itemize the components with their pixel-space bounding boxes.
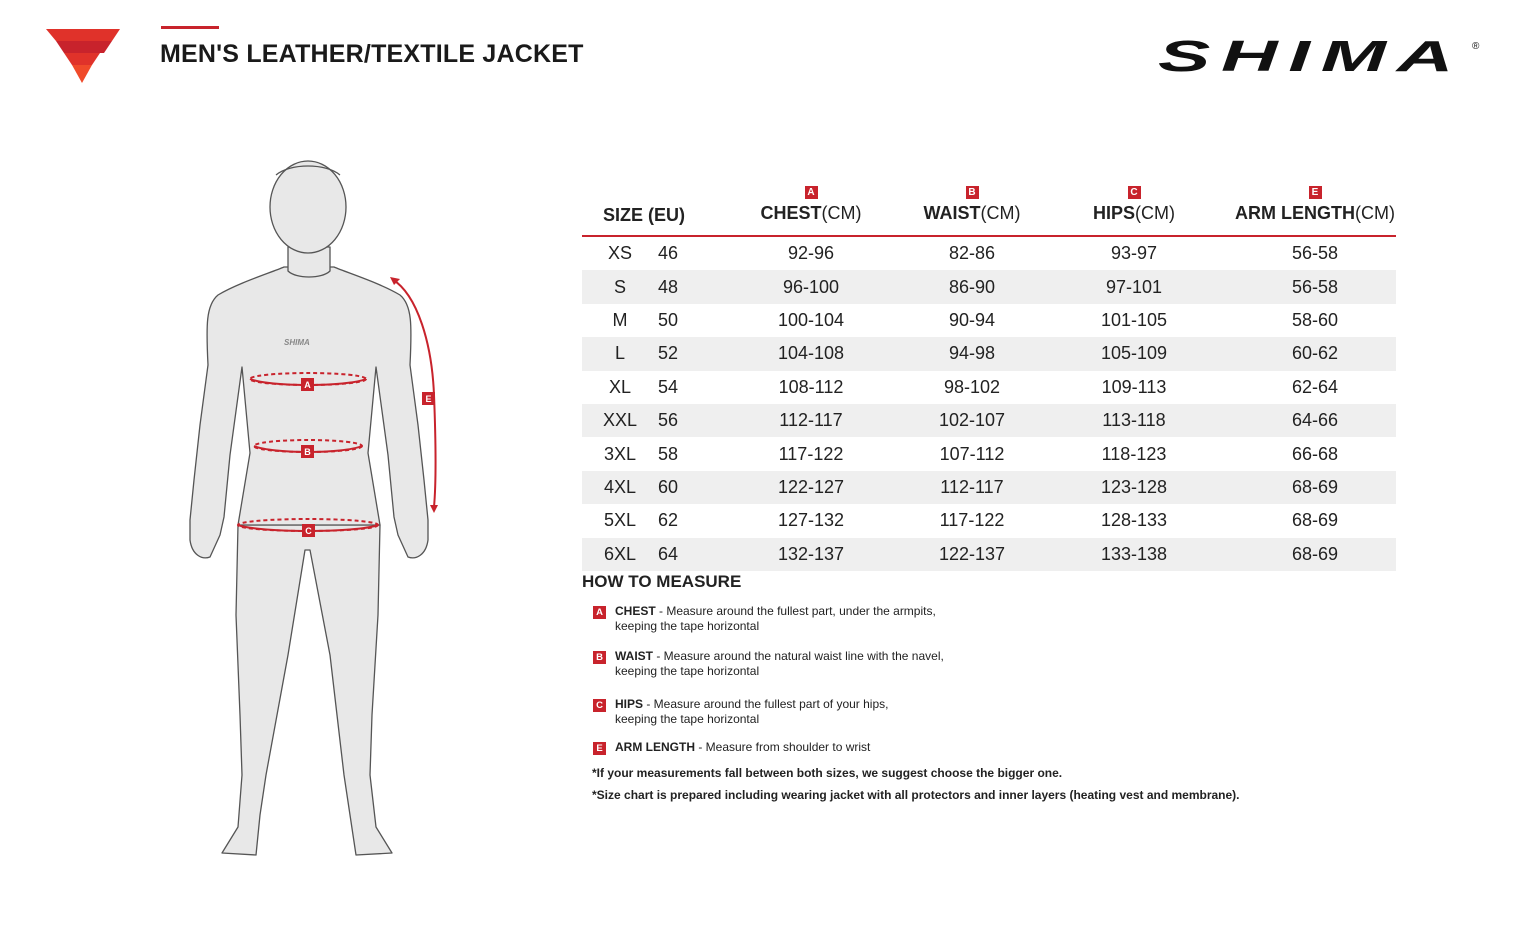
table-row <box>582 437 1396 470</box>
header-waist: B WAIST(CM) <box>923 187 1021 223</box>
waist-marker: B <box>966 186 979 199</box>
header-size: SIZE (EU) <box>603 205 686 225</box>
table-row <box>582 337 1396 370</box>
size-eu: 46 <box>658 243 679 264</box>
arm-marker: E <box>1309 186 1322 199</box>
body-figure <box>180 155 450 865</box>
note-between-sizes: *If your measurements fall between both sizes, we suggest choose the bigger one. <box>592 766 1063 780</box>
arm-marker-icon: E <box>593 742 606 755</box>
arm-length-cell: 56-58 <box>1291 243 1339 264</box>
size-eu: 60 <box>658 476 679 497</box>
size-letter: 5XL <box>603 510 637 531</box>
svg-text:B: B <box>304 447 311 457</box>
hips-cell: 113-118 <box>1102 410 1166 431</box>
size-letter: XS <box>607 243 632 264</box>
table-header-row <box>582 170 1396 236</box>
arm-length-cell: 58-60 <box>1291 309 1339 330</box>
size-eu: 52 <box>658 343 679 364</box>
hips-cell: 128-133 <box>1100 510 1168 531</box>
waist-cell: 86-90 <box>948 276 996 297</box>
size-eu: 58 <box>658 443 679 464</box>
size-cell <box>582 337 712 370</box>
chest-cell: 96-100 <box>782 276 840 297</box>
svg-text:E: E <box>425 394 432 404</box>
size-eu: 54 <box>658 376 679 397</box>
size-cell <box>582 538 712 571</box>
chest-cell: 100-104 <box>777 309 845 330</box>
svg-text:SHIMA: SHIMA <box>1158 38 1464 76</box>
size-cell <box>582 236 712 270</box>
waist-cell: 112-117 <box>940 476 1004 497</box>
waist-cell: 98-102 <box>943 376 1001 397</box>
table-row <box>582 304 1396 337</box>
size-eu: 62 <box>658 510 679 531</box>
svg-text:C: C <box>305 526 312 536</box>
arm-length-cell: 68-69 <box>1291 476 1339 497</box>
size-cell <box>582 437 712 470</box>
arm-length-cell: 56-58 <box>1291 276 1339 297</box>
arm-length-cell: 68-69 <box>1291 543 1339 564</box>
arm-length-cell: 66-68 <box>1291 443 1339 464</box>
hips-cell: 105-109 <box>1100 343 1168 364</box>
size-letter: 4XL <box>603 476 637 497</box>
size-letter: L <box>614 343 625 364</box>
waist-cell: 102-107 <box>938 410 1006 431</box>
measure-chest: A CHEST - Measure around the fullest part, under the armpits, keeping the tape horizontal <box>593 604 936 634</box>
page-title: MEN'S LEATHER/TEXTILE JACKET <box>160 40 584 68</box>
size-cell <box>582 471 712 504</box>
waist-cell: 82-86 <box>948 243 996 264</box>
chest-cell: 108-112 <box>778 376 844 397</box>
table-row <box>582 504 1396 537</box>
measure-arm-length: E ARM LENGTH - Measure from shoulder to wrist <box>593 740 870 755</box>
size-letter: M <box>612 309 628 330</box>
chest-cell: 132-137 <box>777 543 845 564</box>
arm-length-cell: 68-69 <box>1291 510 1339 531</box>
size-cell <box>582 304 712 337</box>
header-chest: A CHEST(CM) <box>760 187 862 223</box>
size-cell <box>582 270 712 303</box>
size-letter: S <box>613 276 626 297</box>
header-hips: C HIPS(CM) <box>1093 187 1175 223</box>
hips-cell: 97-101 <box>1105 276 1163 297</box>
arm-length-cell: 60-62 <box>1291 343 1339 364</box>
size-eu: 64 <box>658 543 679 564</box>
table-row <box>582 538 1396 571</box>
shima-logo <box>1158 38 1484 76</box>
table-row <box>582 371 1396 404</box>
arm-length-cell: 62-64 <box>1291 376 1339 397</box>
size-letter: 6XL <box>603 543 637 564</box>
hips-cell: 133-138 <box>1100 543 1168 564</box>
brand-emblem-icon <box>46 27 122 85</box>
size-eu: 56 <box>658 410 679 431</box>
size-letter: XXL <box>602 410 638 431</box>
hips-cell: 101-105 <box>1100 309 1168 330</box>
svg-text:®: ® <box>1472 41 1480 52</box>
measure-waist: B WAIST - Measure around the natural waist line with the navel, keeping the tape horizontal <box>593 649 944 679</box>
waist-cell: 94-98 <box>948 343 996 364</box>
arm-length-cell: 64-66 <box>1291 410 1339 431</box>
size-cell <box>582 504 712 537</box>
hips-cell: 109-113 <box>1101 376 1167 397</box>
measure-hips: C HIPS - Measure around the fullest part of your hips, keeping the tape horizontal <box>593 697 888 727</box>
size-chart-table <box>582 170 1396 571</box>
size-cell <box>582 371 712 404</box>
chest-marker: A <box>805 186 818 199</box>
table-row <box>582 404 1396 437</box>
chest-marker-icon: A <box>593 606 606 619</box>
table-row <box>582 236 1396 270</box>
waist-cell: 107-112 <box>939 443 1005 464</box>
chest-cell: 117-122 <box>778 443 844 464</box>
chest-cell: 122-127 <box>777 476 845 497</box>
chest-cell: 112-117 <box>779 410 843 431</box>
size-letter: XL <box>608 376 632 397</box>
chest-cell: 92-96 <box>787 243 835 264</box>
waist-cell: 122-137 <box>938 543 1006 564</box>
size-letter: 3XL <box>603 443 637 464</box>
size-cell <box>582 404 712 437</box>
waist-cell: 90-94 <box>948 309 996 330</box>
table-row <box>582 270 1396 303</box>
title-accent-bar <box>161 26 219 29</box>
chest-cell: 104-108 <box>777 343 845 364</box>
waist-cell: 117-122 <box>939 510 1005 531</box>
chest-cell: 127-132 <box>777 510 845 531</box>
svg-text:A: A <box>304 380 311 390</box>
waist-marker-icon: B <box>593 651 606 664</box>
size-eu: 50 <box>658 309 679 330</box>
header-arm-length: E ARM LENGTH(CM) <box>1235 187 1395 223</box>
hips-marker-icon: C <box>593 699 606 712</box>
hips-cell: 123-128 <box>1100 476 1168 497</box>
table-row <box>582 471 1396 504</box>
size-eu: 48 <box>658 276 679 297</box>
hips-marker: C <box>1128 186 1141 199</box>
hips-cell: 118-123 <box>1101 443 1167 464</box>
how-to-measure-title: HOW TO MEASURE <box>582 572 742 591</box>
hips-cell: 93-97 <box>1110 243 1158 264</box>
note-protectors: *Size chart is prepared including wearing jacket with all protectors and inner layers (heating vest and membrane). <box>592 788 1240 802</box>
svg-text:SHIMA: SHIMA <box>284 338 310 347</box>
